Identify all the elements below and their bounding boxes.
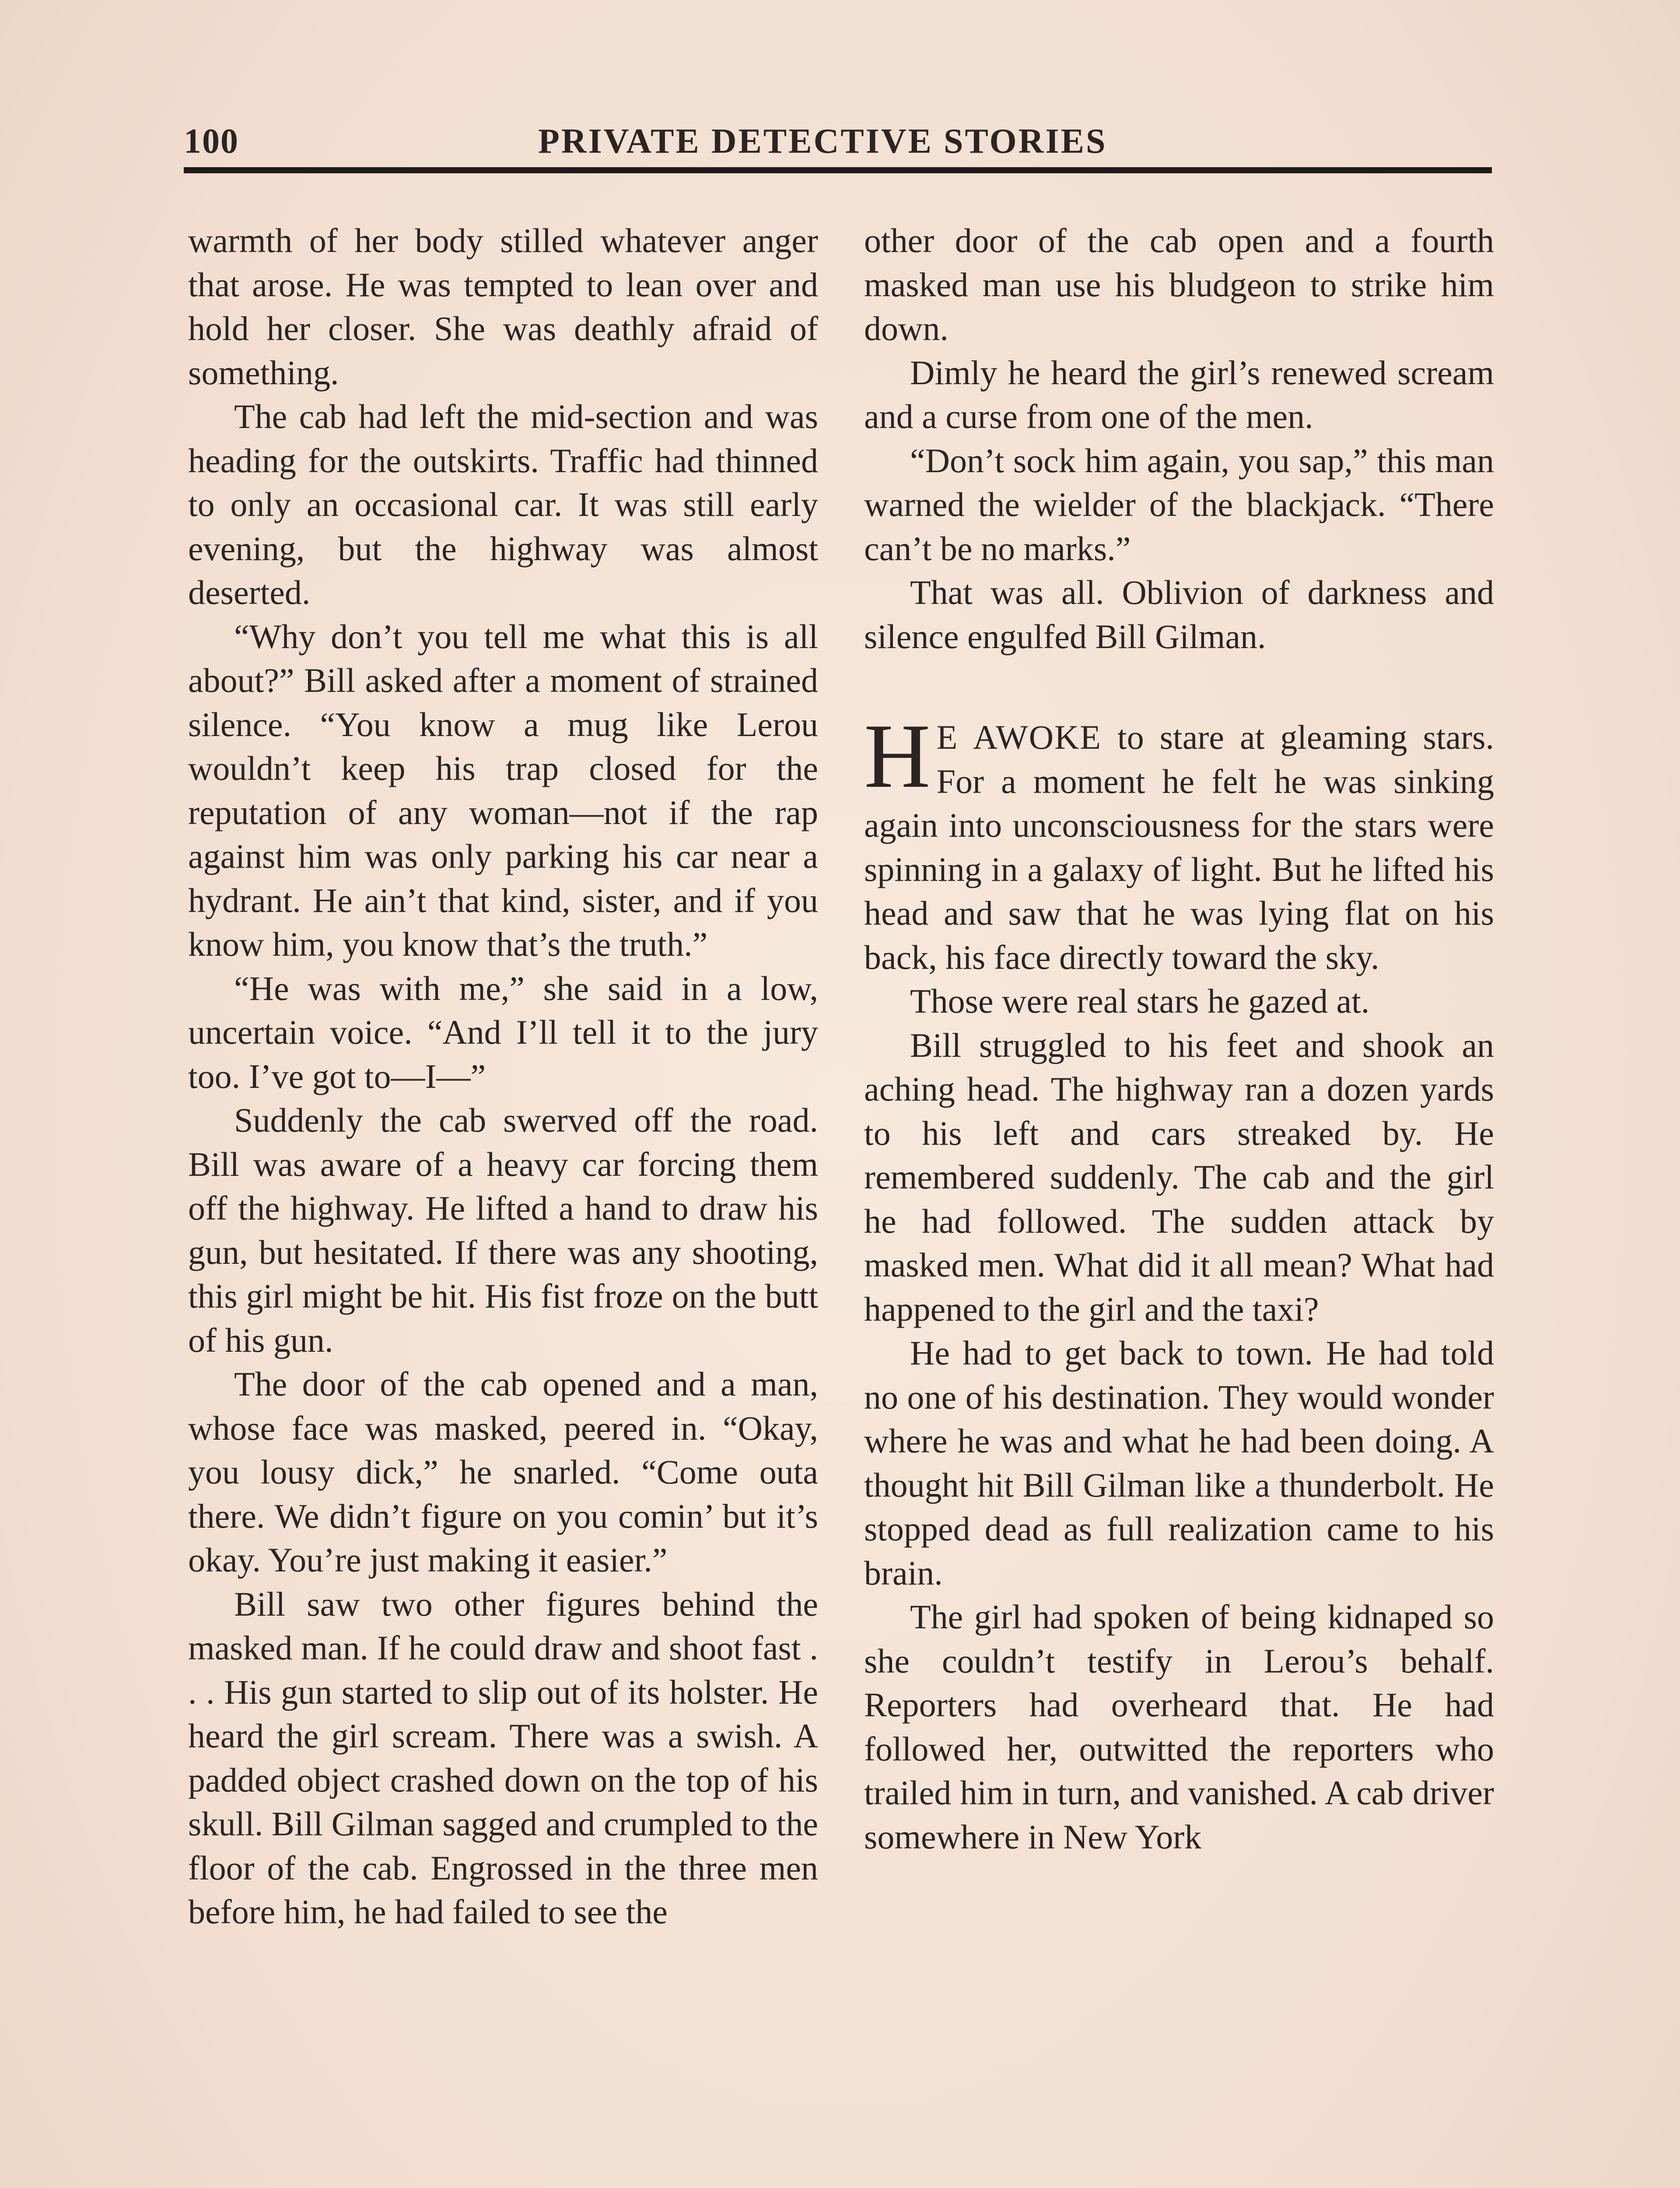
paragraph: He had to get back to town. He had told no one of his destination. They would wonder where he was and what he had been doing. A thought hit Bill Gilman like a thunderbolt. He stopped dead as full realization came to his brain. <box>864 1334 1494 1592</box>
paragraph: warmth of her body stilled whatever anger that arose. He was tempted to lean over and hold her closer. She was deathly afraid of something. <box>188 221 818 392</box>
paragraph-text: to stare at gleaming stars. For a moment he felt he was sinking again into unconsciousness for the stars were spinning in a galaxy of light. But he lifted his head and saw that he was lying flat on his back, his face directly toward the sky. <box>864 718 1494 976</box>
paragraph: The cab had left the mid-section and was heading for the outskirts. Traffic had thinned to only an occasional car. It was still early evening, but the highway was almost deserted. <box>188 397 818 611</box>
paragraph: “Don’t sock him again, you sap,” this man warned the wielder of the blackjack. “There can’t be no marks.” <box>864 441 1494 568</box>
paragraph: “Why don’t you tell me what this is all about?” Bill asked after a moment of strained silence. “You know a mug like Lerou wouldn’t keep his trap closed for the reputation of any woman—not if the rap against him was only parking his car near a hydrant. He ain’t that kind, sister, and if you know him, you know that’s the truth.” <box>188 617 818 963</box>
dropcap-paragraph <box>864 705 1494 979</box>
page-number: 100 <box>184 122 239 161</box>
right-column <box>864 219 1494 1859</box>
paragraph: other door of the cab open and a fourth masked man use his bludgeon to strike him down. <box>864 221 1494 347</box>
left-column <box>188 219 818 1934</box>
paragraph: The girl had spoken of being kidnaped so she couldn’t testify in Lerou’s behalf. Reporters had overheard that. He had followed her, outwitted the reporters who trailed him in turn, and vanished. A cab driver somewhere in New York <box>864 1598 1494 1856</box>
small-caps-lead: E AWOKE <box>936 718 1102 756</box>
paragraph: “He was with me,” she said in a low, uncertain voice. “And I’ll tell it to the jury too. I’ve got to—I—” <box>188 969 818 1095</box>
running-title: PRIVATE DETECTIVE STORIES <box>538 122 1107 161</box>
paragraph: Bill struggled to his feet and shook an aching head. The highway ran a dozen yards to his left and cars streaked by. He remembered suddenly. The cab and the girl he had followed. The sudden attack by masked men. What did it all mean? What had happened to the girl and the taxi? <box>864 1026 1494 1328</box>
paragraph: Those were real stars he gazed at. <box>910 982 1370 1020</box>
paragraph: That was all. Oblivion of darkness and silence engulfed Bill Gilman. <box>864 573 1494 656</box>
page-header <box>184 122 1492 170</box>
paragraph: Bill saw two other figures behind the masked man. If he could draw and shoot fast . . . His gun started to slip out of its holster. He heard the girl scream. There was a swish. A padded object crashed down on the top of his skull. Bill Gilman sagged and crumpled to the floor of the cab. Engrossed in the three men before him, he had failed to see the <box>188 1585 818 1931</box>
paragraph: Suddenly the cab swerved off the road. Bill was aware of a heavy car forcing them off the highway. He lifted a hand to draw his gun, but hesitated. If there was any shooting, this girl might be hit. His fist froze on the butt of his gun. <box>188 1101 818 1359</box>
drop-cap: H <box>864 705 931 807</box>
header-rule <box>184 167 1492 173</box>
section-break <box>864 659 1494 715</box>
paragraph: The door of the cab opened and a man, whose face was masked, peered in. “Okay, you lousy dick,” he snarled. “Come outa there. We didn’t figure on you comin’ but it’s okay. You’re just making it easier.” <box>188 1365 818 1579</box>
paragraph: Dimly he heard the girl’s renewed scream and a curse from one of the men. <box>864 353 1494 435</box>
